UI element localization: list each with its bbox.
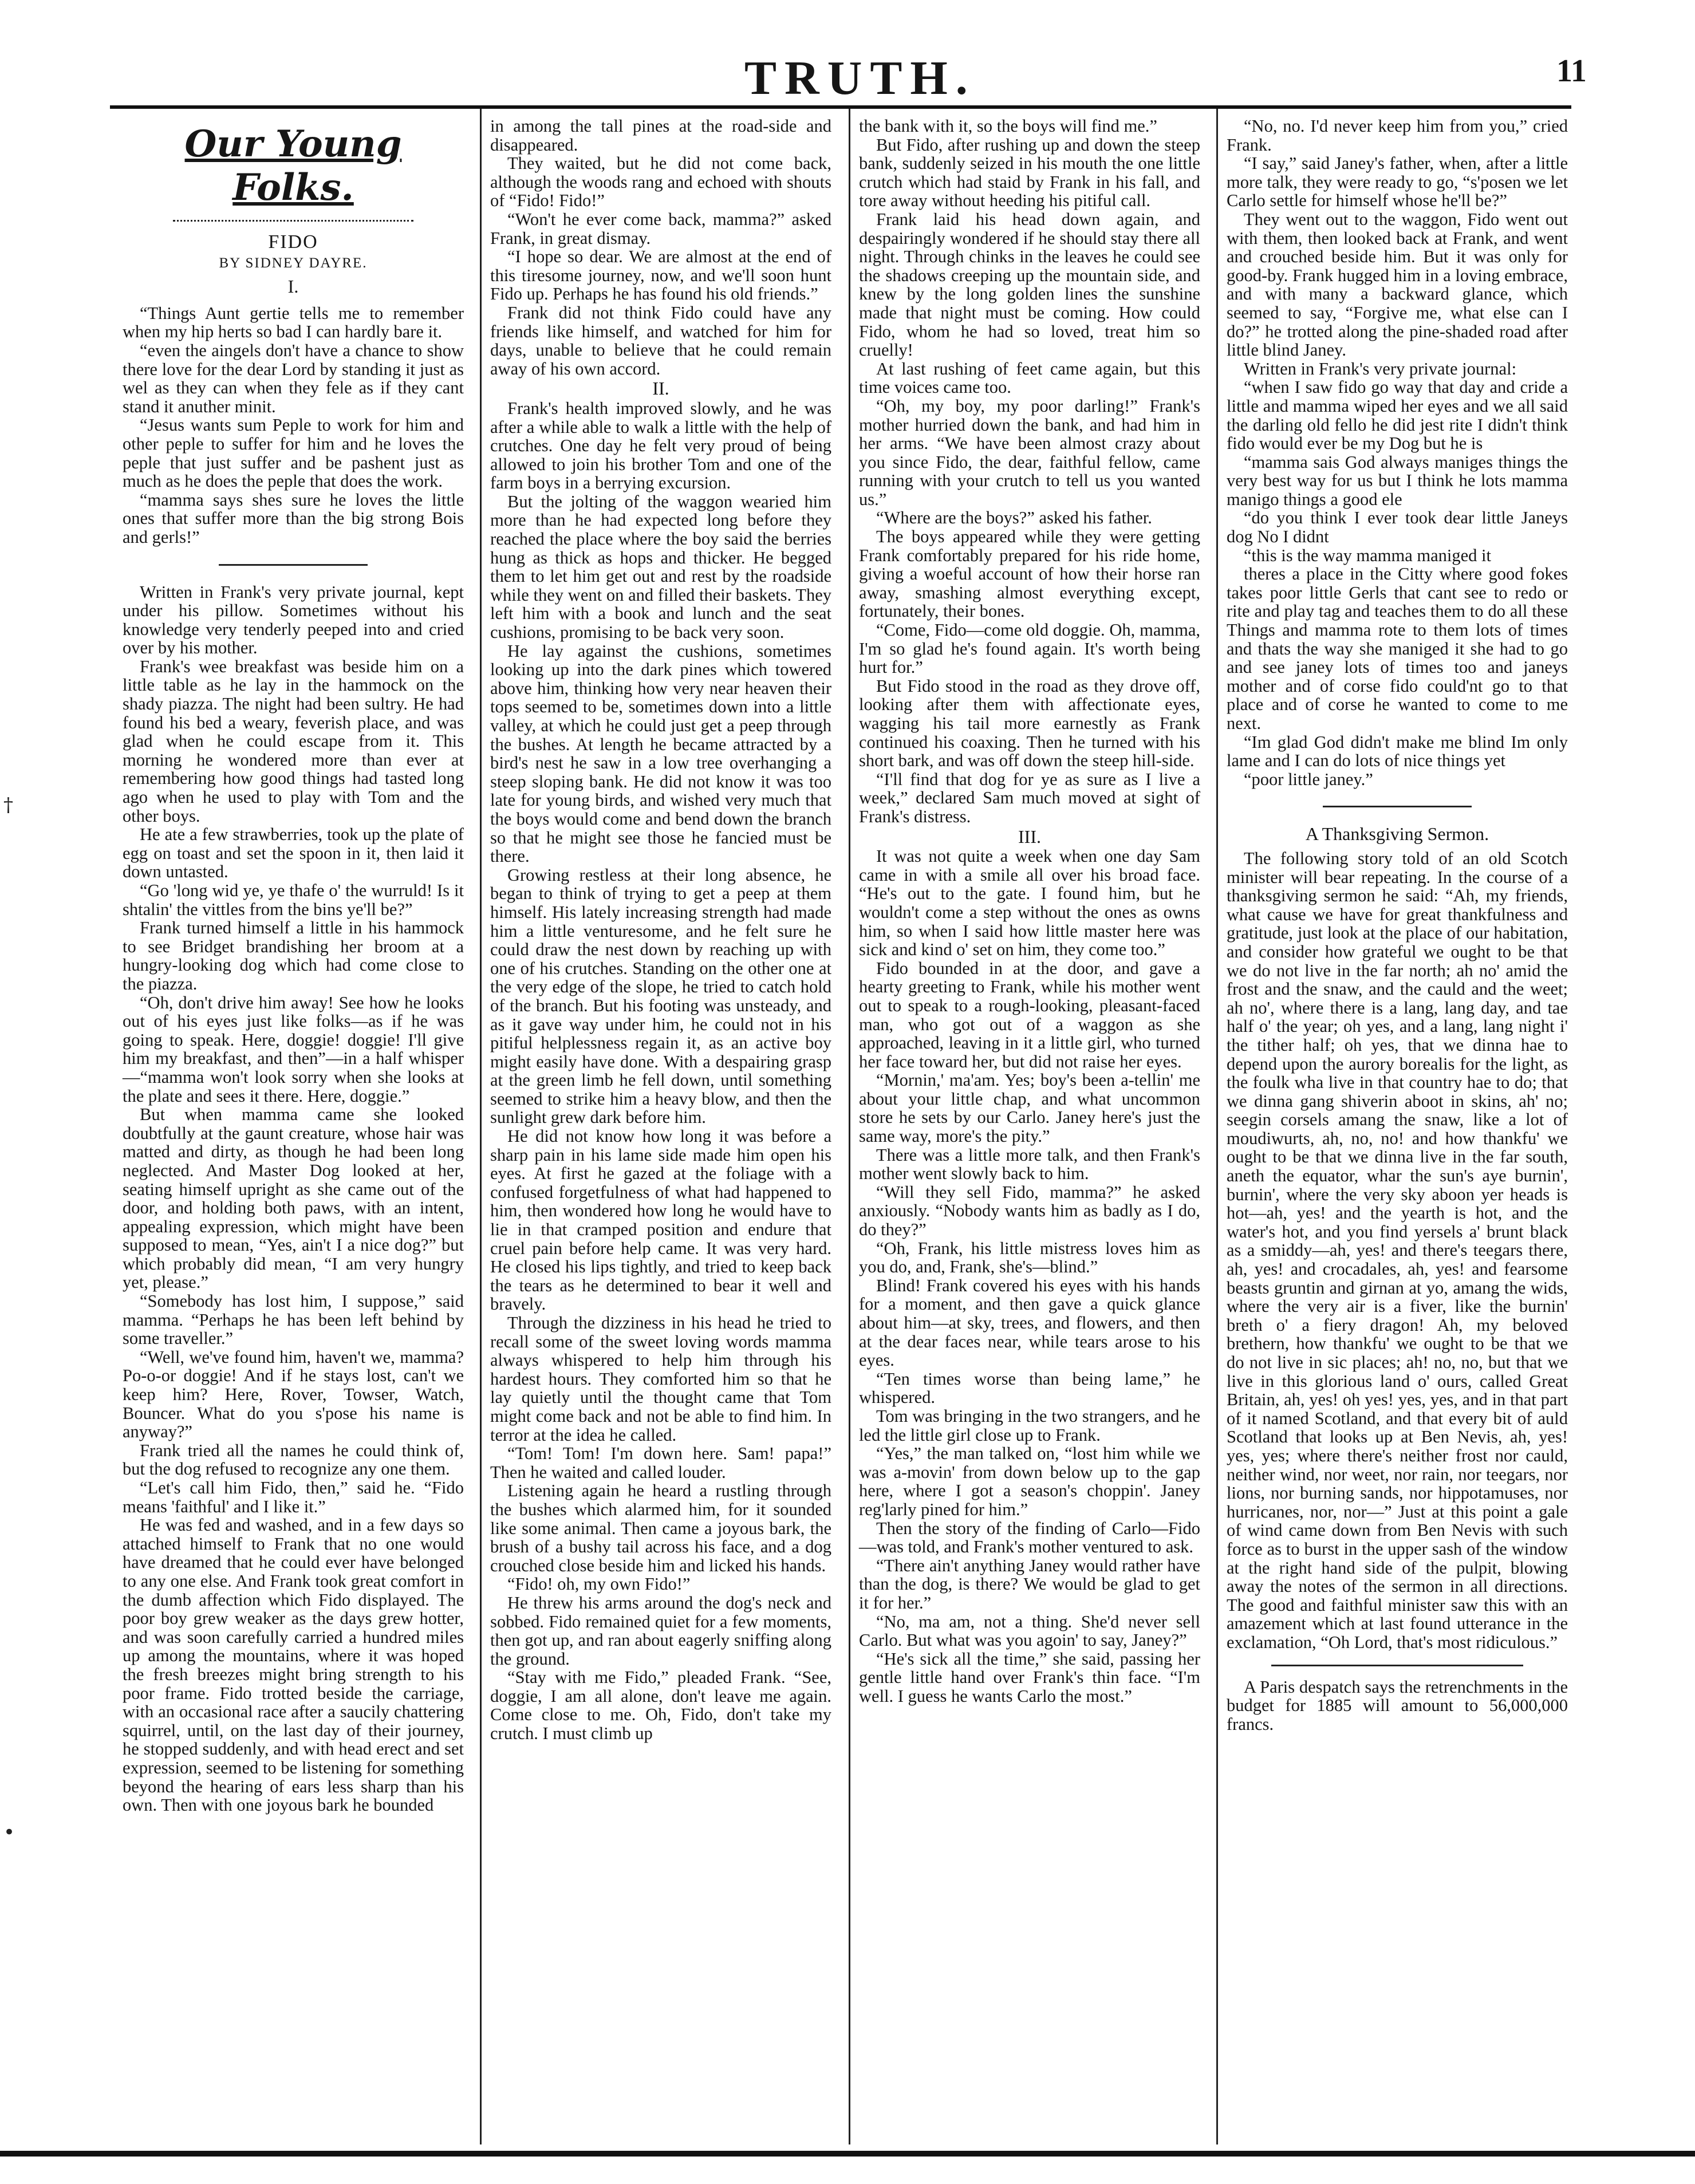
byline: BY SIDNEY DAYRE. [219,255,368,271]
article-heading: A Thanksgiving Sermon. [1305,823,1489,845]
paragraph: But Fido stood in the road as they drove off, looking after them with affectionate eyes, wagging his tail more earnestly as Frank continued his coaxing. Then he turned with his short bark, and was off down the steep hill-side. [859,676,1200,771]
paragraph: It was not quite a week when one day Sam came in with a smile all over his broad face. “He's out to the gate. I found him, but he wouldn't come a step without the ones as owns him, so when I said how little master here was sick and kind o' set on him, they come too.” [859,846,1200,960]
paragraph: He ate a few strawberries, took up the plate of egg on toast and set the spoon in it, then laid it down untasted. [123,825,464,882]
header-rule [110,105,1571,109]
paragraph: Listening again he heard a rustling through the bushes which alarmed him, for it sounded like some animal. Then came a joyous bark, the brush of a bushy tail across his face, and a dog crouched close beside him and licked his hands. [490,1481,831,1575]
paragraph: Frank turned himself a little in his hammock to see Bridget brandishing her broom at a hungry-looking dog which had come close to the piazza. [123,918,464,994]
paragraph: “mamma says shes sure he loves the little ones that suffer more than the big strong Bois and gerls!” [123,490,464,547]
paragraph: Fido bounded in at the door, and gave a hearty greeting to Frank, while his mother went out to speak to a rough-looking, pleasant-faced man, who got out of a waggon as she approached, leaving in it a little girl, who turned her face toward her, but did not raise her eyes. [859,958,1200,1071]
margin-mark: • [3,1821,15,1844]
column-2 [490,117,831,1743]
section-divider [1271,1665,1523,1666]
department-heading: Our Young Folks. [184,123,402,209]
paragraph: “Oh, don't drive him away! See how he looks out of his eyes just like folks—as if he was going to speak. Here, doggie! doggie! I'll give him my breakfast, and then”—in a half whisper—“mamma won't look sorry when she looks at the plate and sees it there. Here, doggie.” [123,992,464,1106]
section-number: II. [652,378,669,399]
paragraph: Then the story of the finding of Carlo—Fido—was told, and Frank's mother ventured to ask. [859,1518,1200,1557]
paragraph: He threw his arms around the dog's neck and sobbed. Fido remained quiet for a few moments, then got up, and ran about eagerly sniffing along the ground. [490,1592,831,1669]
paragraph: “Jesus wants sum Peple to work for him and other peple to suffer for him and he loves the peple that just suffer and be pashent just as much as he does the peple that does the work. [123,415,464,491]
paragraph: “Oh, my boy, my poor darling!” Frank's mother hurried down the bank, and had him in her arms. “We have been almost crazy about you since Fido, the dear, faithful fellow, came running with your crutch to tell us you wanted us.” [859,396,1200,509]
paragraph: the bank with it, so the boys will find me.” [859,116,1157,136]
column-rule [1216,109,1218,2144]
paragraph: But Fido, after rushing up and down the steep bank, suddenly seized in his mouth the one little crutch which had staid by Frank in his fall, and tore away without heeding his pitiful call. [859,135,1200,211]
column-1 [123,117,464,1815]
paragraph: Blind! Frank covered his eyes with his hands for a moment, and then gave a quick glance about him—at sky, trees, and flowers, and then at the dear faces near, while tears arose to his eyes. [859,1275,1200,1370]
paragraph: Growing restless at their long absence, he began to think of trying to get a peep at them himself. His lately increasing strength had made him a little venturesome, and he felt sure he could draw the nest down by reaching up with one of his crutches. Standing on the other one at the very edge of the slope, he tried to catch hold of the branch. But his footing was unsteady, and as it gave way under him, he could not in his pitiful helplessness regain it, as an active boy might easily have done. With a despairing grasp at the green limb he fell down, until something seemed to strike him a heavy blow, and then the sunlight grew dark before him. [490,865,831,1128]
paragraph: “poor little janey.” [1244,769,1373,789]
column-rule [480,109,482,2144]
paragraph: “Ten times worse than being lame,” he whispered. [859,1369,1200,1408]
paragraph: Frank's health improved slowly, and he was after a while able to walk a little with the help of crutches. One day he felt very proud of being allowed to join his brother Tom and one of the farm boys in a berrying excursion. [490,398,831,493]
paragraph: in among the tall pines at the road-side and disappeared. [490,116,831,155]
paragraph: At last rushing of feet came again, but this time voices came too. [859,358,1200,397]
paragraph: But the jolting of the waggon wearied him more than he had expected long before they reached the place where the boy said the berries hung as thick as hops and thicker. He begged them to let him get out and rest by the roadside while they went on and filled their baskets. They left him with a book and lunch and the seat cushions, promising to be back very soon. [490,491,831,642]
paragraph: “Come, Fido—come old doggie. Oh, mamma, I'm so glad he's found again. It's worth being hurt for.” [859,620,1200,677]
section-divider [1323,806,1472,807]
ornamental-rule [173,214,413,222]
paragraph: “Will they sell Fido, mamma?” he asked anxiously. “Nobody wants him as badly as I do, do they?” [859,1182,1200,1240]
paragraph: “No, ma am, not a thing. She'd never sell Carlo. But what was you agoin' to say, Janey?” [859,1611,1200,1650]
paragraph: “Yes,” the man talked on, “lost him while we was a-movin' from down below up to the gap here, where I got a season's choppin'. Janey reg'larly pined for him.” [859,1444,1200,1519]
paragraph: “There ain't anything Janey would rather have than the dog, is there? We would be glad to get it for her.” [859,1555,1200,1613]
paragraph: “Things Aunt gertie tells me to remember when my hip herts so bad I can hardly bare it. [123,303,464,342]
paragraph: “Mornin,' ma'am. Yes; boy's been a-tellin' me about your little chap, and what uncommon store he sets by our Carlo. Janey here's just the same way, more's the pity.” [859,1070,1200,1146]
paragraph: “I'll find that dog for ye as sure as I live a week,” declared Sam much moved at sight of Frank's distress. [859,769,1200,826]
paragraph: “Won't he ever come back, mamma?” asked Frank, in great dismay. [490,209,831,248]
paragraph: “Well, we've found him, haven't we, mamma? Po-o-or doggie! And if he stays lost, can't we keep him? Here, Rover, Towser, Watch, Bouncer. What do you s'pose his name is anyway?” [123,1347,464,1442]
column-4 [1227,117,1568,1733]
paragraph: They waited, but he did not come back, although the woods rang and echoed with shouts of “Fido! Fido!” [490,153,831,211]
paragraph: He did not know how long it was before a sharp pain in his lame side made him open his eyes. At first he gazed at the foliage with a confused forgetfulness of what had happened to him, then wondered how long he would have to lie in that cramped position and endure that cruel pain before help came. It was very hard. He closed his lips tightly, and tried to keep back the tears as he determined to bear it well and bravely. [490,1126,831,1314]
paragraph: He was fed and washed, and in a few days so attached himself to Frank that no one would have dreamed that he could ever have belonged to any one else. And Frank took great comfort in the dumb affection which Fido displayed. The poor boy grew weaker as the days grew hotter, and was soon carefully carried a hundred miles up among the mountains, where it was hoped the fresh breezes might bring strength to his poor frame. Fido trotted beside the carriage, with an occasional race after a saucily chattering squirrel, until, on the last day of their journey, he stopped suddenly, and with head erect and set expression, seemed to be listening for something beyond the hearing of ears less sharp than his own. Then with one joyous bark he bounded [123,1515,464,1815]
page-number: 11 [1556,53,1587,89]
paragraph: The boys appeared while they were getting Frank comfortably prepared for his ride home, giving a woeful account of how their horse ran away, smashing almost everything except, fortunately, their bones. [859,527,1200,621]
paragraph: Through the dizziness in his head he tried to recall some of the sweet loving words mamma always whispered to help him through his hardest hours. They comforted him so that he lay quietly until the thought came that Tom might come back and not be able to find him. In terror at the idea he called. [490,1313,831,1445]
paragraph: Tom was bringing in the two strangers, and he led the little girl close up to Frank. [859,1406,1200,1445]
paragraph: “Tom! Tom! I'm down here. Sam! papa!” Then he waited and called louder. [490,1444,831,1482]
paragraph: “this is the way mamma maniged it [1244,545,1491,565]
masthead-title: TRUTH. [744,52,976,105]
paragraph: “No, no. I'd never keep him from you,” cried Frank. [1227,116,1568,155]
paragraph: The following story told of an old Scotch minister will bear repeating. In the course of a thanksgiving sermon he said: “Ah, my friends, what cause we have for great thankfulness and gratitude, just look at the place of our habitation, and consider how grateful we ought to be that we do not live in the far north; ah no' amid the frost and the snaw, and the cauld and the weet; ah no', where there is a lang, lang day, and tae half o' the year; oh yes, and a lang, lang night i' the tither half; oh yes, that we dinna hae to depend upon the aurory borealis for the light, as the foulk wha live in that country hae to do; that we dinna gang shiverin aboot in skins, ah' no; seegin corsels amang the snaw, like a lot of moudiwurts, ah, no, no! and how thankfu' we ought to be that we dinna live in the far south, aneth the equator, whar the sun's aye burnin', burnin', where the very sky aboon yer heads is hot—ah, yes! and the yearth is hot, and the water's hot, and you find yersels a' brunt black as a smiddy—ah, yes! and there's teegars there, ah, yes! and crocadales, ah, yes! and fearsome beasts gruntin and girnan at yo, amang the wids, where the very air is a fiver, like the burnin' breth o' a fiery dragon! Ah, my beloved brethern, how thankfu' we ought to be that we do not live in sic places; ah! no, no, but that we live in this glorious land o' ours, called Great Britain, ah, yes! oh yes! yes, yes, and in that part of it named Scotland, and that every bit of auld Scotland that looks up at Ben Nevis, ah, yes! yes, yes; where there's neither frost nor cauld, neither wind, nor weet, nor rain, nor teegars, nor lions, nor burning sands, nor hippotamuses, nor hurricanes, nor, nor—” Just at this point a gale of wind came down from Ben Nevis with such force as to burst in the upper sash of the window at the right hand side of the pulpit, blowing away the notes of the sermon in all directions. The good and faithful minister saw this with an amazement which at last found utterance in the exclamation, “Oh Lord, that's most ridiculous.” [1227,848,1568,1652]
paragraph: “when I saw fido go way that day and cride a little and mamma wiped her eyes and we all said the darling old fello he did jest rite I didn't think fido would ever be my Dog but he is [1227,377,1568,454]
paragraph: “even the aingels don't have a chance to show there love for the dear Lord by standing it just as wel as they can when they fele as if they cant stand it anuther minit. [123,340,464,416]
paragraph: “Oh, Frank, his little mistress loves him as you do, and, Frank, she's—blind.” [859,1238,1200,1277]
section-divider [219,564,368,566]
footer-rule [0,2151,1695,2157]
paragraph: “Go 'long wid ye, ye thafe o' the wurruld! Is it shtalin' the vittles from the bins ye'll be?” [123,881,464,919]
column-3 [859,117,1200,1705]
paragraph: “Stay with me Fido,” pleaded Frank. “See, doggie, I am all alone, don't leave me again. Come close to me. Oh, Fido, don't take my crutch. I must climb up [490,1667,831,1744]
paragraph: He lay against the cushions, sometimes looking up into the dark pines which towered above him, thinking how very near heaven their tops seemed to be, sometimes down into a little valley, at which he could just get a peep through the bushes. At length he became attracted by a bird's nest he saw in a low tree overhanging a steep sloping bank. He did not know it was too late for young birds, and wished very much that the boys would come and bend down the branch so that he might see those he fancied must be there. [490,641,831,866]
paragraph: “Where are the boys?” asked his father. [876,508,1152,528]
paragraph: Frank's wee breakfast was beside him on a little table as he lay in the hammock on the shady piazza. The night had been sultry. He had found his bed a weary, feverish place, and was glad when he could escape from it. This morning he wondered more than ever at remembering how good things had tasted long ago when he used to play with Tom and the other boys. [123,656,464,826]
paragraph: “He's sick all the time,” she said, passing her gentle little hand over Frank's thin face. “I'm well. I guess he wants Carlo the most.” [859,1649,1200,1706]
paragraph: “do you think I ever took dear little Janeys dog No I didnt [1227,508,1568,547]
margin-mark: † [3,794,13,817]
paragraph: Frank did not think Fido could have any friends like himself, and watched for him for days, unable to believe that he could remain away of his own accord. [490,302,831,379]
paragraph: But when mamma came she looked doubtfully at the gaunt creature, whose hair was matted and dirty, as though he had been long neglected. And Master Dog looked at her, seating himself upright as she came out of the door, and holding both paws, with an intent, appealing expression, which might have been supposed to mean, “Yes, ain't I a nice dog?” but which probably did mean, “I am very hungry yet, please.” [123,1105,464,1292]
paragraph: There was a little more talk, and then Frank's mother went slowly back to him. [859,1145,1200,1184]
column-rule [849,109,850,2144]
paragraph: Written in Frank's very private journal: [1244,358,1517,379]
paragraph: “Somebody has lost him, I suppose,” said mamma. “Perhaps he has been left behind by some traveller.” [123,1291,464,1349]
paragraph: Written in Frank's very private journal, kept under his pillow. Sometimes without his knowledge very tenderly peeped into and cried over by his mother. [123,582,464,658]
story-title: FIDO [268,231,318,253]
paragraph: A Paris despatch says the retrenchments in the budget for 1885 will amount to 56,000,000 francs. [1227,1677,1568,1734]
section-number: I. [287,276,299,297]
paragraph: Frank laid his head down again, and despairingly wondered if he should stay there all night. Through chinks in the leaves he could see the shadows creeping up the mountain side, and knew by the long golden lines the sunshine made that night must be coming. How could Fido, whom he had so loved, treat him so cruelly! [859,209,1200,360]
paragraph: “Im glad God didn't make me blind Im only lame and I can do lots of nice things yet [1227,732,1568,771]
paragraph: “mamma sais God always maniges things the very best way for us but I think he lots mamma manigo things a good ele [1227,452,1568,509]
paragraph: “I say,” said Janey's father, when, after a little more talk, they were ready to go, “s'posen we let Carlo settle for himself whose he'll be?” [1227,153,1568,211]
paragraph: theres a place in the Citty where good fokes takes poor little Gerls that cant see to redo or rite and play tag and teaches them to do all these Things and mamma rote to them lots of times and thats the way she maniged it she had to go and see janey lots of times too and janeys mother and of corse fido could'nt go to that place and of corse he wanted to come to me next. [1227,564,1568,733]
paragraph: Frank tried all the names he could think of, but the dog refused to recognize any one them. [123,1440,464,1479]
section-number: III. [1018,826,1041,847]
paragraph: “Let's call him Fido, then,” said he. “Fido means 'faithful' and I like it.” [123,1478,464,1516]
paragraph: “I hope so dear. We are almost at the end of this tiresome journey, now, and we'll soon hunt Fido up. Perhaps he has found his old friends.” [490,247,831,304]
paragraph: They went out to the waggon, Fido went out with them, then looked back at Frank, and went and crouched beside him. But it was only for good-by. Frank hugged him in a loving embrace, and with many a backward glance, which seemed to say, “Forgive me, what else can I do?” he trotted along the pine-shaded road after little blind Janey. [1227,209,1568,360]
paragraph: “Fido! oh, my own Fido!” [507,1574,691,1594]
